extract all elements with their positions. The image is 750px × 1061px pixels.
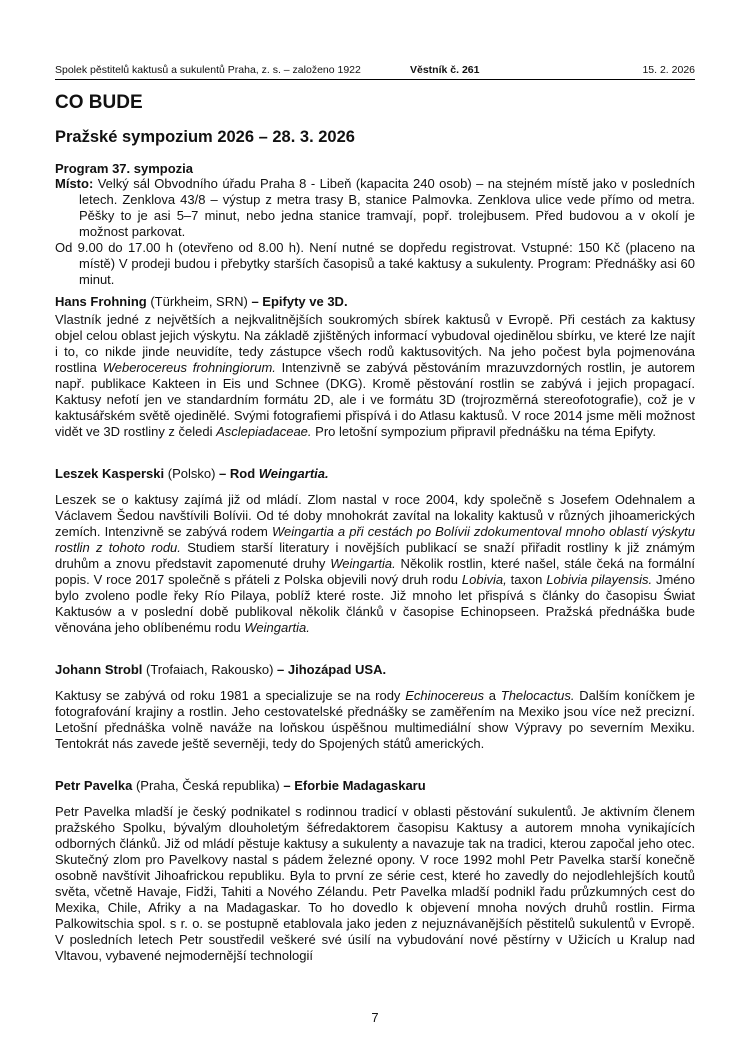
bio-italic: Thelocactus. (500, 688, 575, 703)
header-issue: Věstník č. 261 (410, 64, 480, 76)
speaker-topic: – Eforbie Madagaskaru (283, 778, 426, 793)
bio-text: Studiem starší literatury i novějších publikací se snaží přiřadit rostliny k již známým druhům a znovu představit zapomenuté druhy (55, 540, 695, 571)
topic-text: – Rod (219, 466, 259, 481)
bio-italic: Lobivia pilayensis. (546, 572, 653, 587)
header-society: Spolek pěstitelů kaktusů a sukulentů Praha, z. s. – založeno 1922 (55, 64, 361, 76)
speaker-name: Johann Strobl (55, 662, 143, 677)
bio-text: Intenzivně se zabývá pěstováním mrazuvzdorných rostlin, je autorem např. publikace Kakteen in Eis und Schnee (DKG). Kromě pěstování rostlin se zabývá i jejich propagací. Kaktusy nefotí jen ve standardním formátu 2D, ale i ve formátu 3D (trojrozměrná stereofotografie), což je v kaktusářském světě ojedinělé. Svými fotografiemi přispívá i do Atlasu kaktusů. V roce 2014 jsme měli možnost vidět ve 3D rostliny z čeledi (55, 360, 695, 439)
program-heading: Program 37. sympozia (55, 161, 193, 176)
bio-text: taxon (506, 572, 547, 587)
speaker-bio (55, 688, 695, 752)
topic-italic: Weingartia. (258, 466, 329, 481)
speaker-heading (55, 466, 695, 482)
bio-italic: Weingartia. (244, 620, 310, 635)
bio-text: Vlastník jedné z největších a nejkvalitnějších soukromých sbírek kaktusů v Evropě. Při cestách za kaktusy objel celou oblast jejich výskytu. Na základě zjištěných informací vybudoval ojedinělou sbírku, ve které lze najít i to, co nikde jinde neuvidíte, tedy zástupce všech rodů kaktusovitých. Na jeho počest byla pojmenována rostlina (55, 312, 695, 375)
bio-text: Dalším koníčkem je fotografování krajiny a rostlin. Jeho cestovatelské přednášky se zaměřením na Mexiko jsou více než precizní. Letošní přednáška volně naváže na loňskou úspěšnou multimediální show Výpravy po severním Mexiku. Tentokrát nás zavede ještě severněji, tedy do Spojených států amerických. (55, 688, 695, 751)
speaker-heading (55, 778, 695, 794)
speaker-bio (55, 492, 695, 636)
program-section (55, 161, 695, 288)
bio-text: Jméno bylo zvoleno podle řeky Río Pilaya, poblíž které roste. Již mnoho let přispívá s články do časopisu Świat Kaktusów a v poslední době publikoval několik článků v časopise Echinopseen. Pražská přednáška bude věnována jeho oblíbenému rodu (55, 572, 695, 635)
speaker-bio: Petr Pavelka mladší je český podnikatel s rodinnou tradicí v oblasti pěstování sukulentů. Je aktivním členem pražského Spolku, bývalým dlouholetým šéfredaktorem časopisu Kaktusy a autorem mnoha vynikajících odborných článků. Již od mládí pěstuje kaktusy a sukulenty a navazuje tak na tradici, kterou započal jeho otec. Skutečný zlom pro Pavelkovy nastal s pádem železné opony. V roce 1992 mohl Petr Pavelka starší konečně osobně navštívit Jihoafrickou republiku. Byla to první ze série cest, které ho zavedly do nejodlehlejších koutů světa, včetně Havaje, Fidži, Tahiti a Nového Zélandu. Petr Pavelka mladší podnikl řadu průzkumných cest do Mexika, Chile, Afriky a na Madagaskar. To ho dovedlo k objevení mnoha nových druhů rostlin. Firma Palkowitschia spol. s r. o. se postupně etablovala jako jeden z nejuznávanějších pěstitelů sukulentů v Evropě. V posledních letech Petr soustředil veškeré své úsilí na vybudování nové pěstírny v Užicích u Kralup nad Vltavou, vybavené nejmodernější technologií (55, 804, 695, 963)
place-text: Velký sál Obvodního úřadu Praha 8 - Libeň (kapacita 240 osob) – na stejném místě jako v posledních letech. Zenklova 43/8 – výstup z metra trasy B, stanice Palmovka. Zenklova ulice vede přímo od metra. Pěšky to je asi 5–7 minut, nebo jedna stanice tramvají, popř. trolejbusem. Před budovou a v okolí je možnost parkovat. (79, 176, 695, 239)
place-label: Místo: (55, 176, 94, 191)
speaker-name: Leszek Kasperski (55, 466, 165, 481)
speaker-origin: (Polsko) (164, 466, 220, 481)
speaker-heading (55, 294, 695, 310)
speaker-origin: (Türkheim, SRN) (146, 294, 252, 309)
running-header (55, 64, 695, 80)
bio-italic: Asclepiadaceae. (216, 424, 312, 439)
speaker-strobl (55, 662, 695, 752)
page-title: CO BUDE (55, 92, 143, 113)
speaker-kasperski (55, 466, 695, 636)
speaker-name: Hans Frohning (55, 294, 147, 309)
speaker-frohning (55, 294, 695, 440)
speaker-topic: – Epifyty ve 3D. (251, 294, 348, 309)
bio-italic: Weingartia. (330, 556, 396, 571)
speaker-topic (219, 466, 329, 481)
bio-text: Pro letošní sympozium připravil přednášku na téma Epifyty. (311, 424, 656, 439)
bio-text: Kaktusy se zabývá od roku 1981 a specializuje se na rody (55, 688, 406, 703)
bio-italic: Weberocereus frohningiorum. (102, 360, 276, 375)
bio-italic: Lobivia, (461, 572, 507, 587)
section-title: Pražské sympozium 2026 – 28. 3. 2026 (55, 128, 355, 146)
header-date: 15. 2. 2026 (642, 64, 695, 76)
main-content (55, 92, 695, 984)
speaker-topic: – Jihozápad USA. (277, 662, 387, 677)
page-number: 7 (371, 1010, 379, 1025)
bio-italic: Echinocereus (405, 688, 484, 703)
speaker-name: Petr Pavelka (55, 778, 133, 793)
program-place (55, 176, 695, 240)
speaker-origin: (Praha, Česká republika) (132, 778, 284, 793)
bio-text: Leszek se o kaktusy zajímá již od mládí. Zlom nastal v roce 2004, kdy společně s Josefem Odehnalem a Václavem Šedou navštívili Bolívii. Od té doby mnohokrát zavítal na lokality kaktusů v různých jihoamerických zemích. Intenzivně se zabývá rodem (55, 492, 695, 539)
bio-text: Několik rostlin, které našel, stále čeká na formální popis. V roce 2017 společně s přáteli z Polska objevili nový druh rodu (55, 556, 695, 587)
speaker-pavelka (55, 778, 695, 964)
bio-text: a (483, 688, 501, 703)
speaker-heading (55, 662, 695, 678)
speaker-bio (55, 312, 695, 440)
bio-italic: Weingartia a při cestách po Bolívii zdokumentoval mnoho oblastí výskytu rostlin z tohoto rodu. (55, 524, 695, 555)
speaker-origin: (Trofaiach, Rakousko) (142, 662, 278, 677)
program-time: Od 9.00 do 17.00 h (otevřeno od 8.00 h). Není nutné se dopředu registrovat. Vstupné: 150 Kč (placeno na místě) V prodeji budou i přebytky starších časopisů a také kaktusy a sukulenty. Program: Přednášky asi 60 minut. (55, 240, 695, 287)
